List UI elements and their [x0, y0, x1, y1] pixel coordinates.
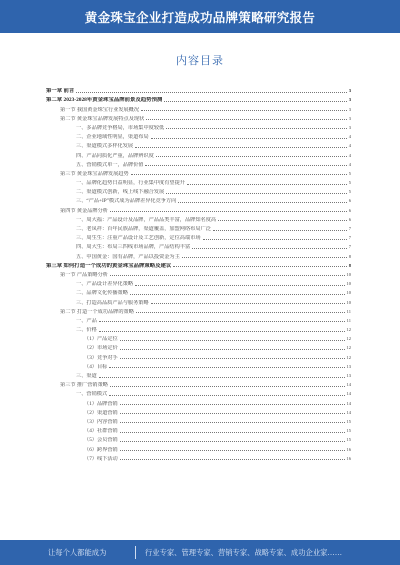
toc-entry-page: 14	[346, 400, 351, 406]
toc-entry-page: 4	[348, 152, 351, 158]
toc-entry-label: 第二章 2023-2028年黄金珠宝品牌前景及趋势预测	[46, 97, 163, 104]
toc-entry-label: （3）内容营销	[84, 418, 118, 425]
toc-entry-page: 11	[346, 317, 351, 323]
toc-entry-label: （2）市场定价	[84, 345, 118, 352]
toc-leader-dots	[76, 92, 346, 93]
toc-entry-page: 11	[346, 308, 351, 314]
toc-entry-label: 第一节 产品策略分析	[60, 271, 108, 278]
toc-entry-label: 第三章 如何打造一个成功的黄金珠宝品牌策略及建议	[46, 262, 172, 269]
toc-entry-page: 14	[346, 382, 351, 388]
toc-entry[interactable]	[46, 370, 351, 379]
toc-leader-dots	[99, 331, 345, 332]
toc-entry-label: 第三节 黄金珠宝品牌发展趋势	[60, 170, 129, 177]
footer-roles-text: 行业专家、管理专家、营销专家、战略专家、成功企业家……	[145, 548, 343, 557]
toc-entry-page: 7	[348, 235, 351, 241]
toc-entry-page: 15	[346, 437, 351, 443]
toc-entry-page: 5	[348, 170, 351, 176]
toc-entry-page: 7	[348, 244, 351, 250]
toc-entry[interactable]	[46, 306, 351, 315]
toc-entry[interactable]	[46, 241, 351, 250]
toc-leader-dots	[120, 349, 345, 350]
toc-leader-dots	[120, 413, 345, 414]
toc-leader-dots	[110, 211, 347, 212]
toc-entry-page: 3	[348, 88, 351, 94]
toc-entry-page: 10	[346, 299, 351, 305]
toc-entry-label: 三、渠道	[76, 373, 97, 379]
toc-entry-label: （1）产品定位	[84, 336, 118, 343]
toc-entry-page: 14	[346, 391, 351, 397]
toc-entry-page: 8	[348, 253, 351, 259]
toc-entry-label: 四、周大生：布局三四线市场品牌，产品结构丰富	[76, 244, 191, 251]
toc-leader-dots	[213, 230, 347, 231]
toc-entry[interactable]	[46, 269, 351, 278]
toc-entry[interactable]	[46, 149, 351, 158]
toc-leader-dots	[192, 248, 347, 249]
toc-leader-dots	[120, 358, 345, 359]
toc-entry[interactable]	[46, 250, 351, 259]
toc-leader-dots	[110, 275, 345, 276]
toc-entry[interactable]	[46, 94, 351, 103]
toc-entry-page: 3	[348, 115, 351, 121]
toc-entry[interactable]	[46, 287, 351, 296]
toc-entry-page: 3	[348, 124, 351, 130]
toc-entry[interactable]	[46, 315, 351, 324]
toc-leader-dots	[173, 266, 346, 267]
toc-entry[interactable]	[46, 177, 351, 186]
toc-entry-page: 15	[346, 418, 351, 424]
toc-leader-dots	[120, 404, 345, 405]
toc-entry[interactable]	[46, 232, 351, 241]
toc-leader-dots	[120, 432, 345, 433]
toc-entry[interactable]	[46, 361, 351, 370]
toc-entry[interactable]	[46, 379, 351, 388]
toc-entry[interactable]	[46, 333, 351, 342]
toc-entry[interactable]	[46, 434, 351, 443]
toc-entry-label: （4）目标	[84, 363, 108, 370]
toc-entry[interactable]	[46, 186, 351, 195]
toc-leader-dots	[120, 441, 345, 442]
report-header-banner	[0, 0, 400, 33]
toc-entry-label: 第二节 打造一个成功品牌的策略	[60, 308, 134, 315]
toc-leader-dots	[135, 285, 344, 286]
toc-entry-label: 一、产品设计差异化策略	[76, 281, 134, 288]
toc-entry-label: 三、打造高品质产品与服务策略	[76, 299, 149, 306]
toc-entry-page: 13	[346, 373, 351, 378]
toc-leader-dots	[145, 165, 346, 166]
toc-entry[interactable]	[46, 204, 351, 213]
toc-entry-page: 8	[348, 262, 351, 268]
toc-entry-label: （6）跨界营销	[84, 446, 118, 453]
toc-entry[interactable]	[46, 425, 351, 434]
report-title: 黄金珠宝企业打造成功品牌策略研究报告	[84, 9, 316, 25]
toc-leader-dots	[120, 422, 345, 423]
toc-entry-page: 14	[346, 409, 351, 415]
toc-entry[interactable]	[46, 388, 351, 397]
toc-leader-dots	[120, 450, 345, 451]
toc-leader-dots	[151, 138, 347, 139]
toc-entry[interactable]	[46, 122, 351, 131]
toc-entry[interactable]	[46, 168, 351, 177]
toc-entry[interactable]	[46, 351, 351, 360]
toc-leader-dots	[120, 459, 345, 460]
toc-entry-label: 二、老凤祥：百年民族品牌，渠道覆盖，加盟网络布局广泛	[76, 226, 211, 232]
toc-entry-label: 二、企业地域性明显，渠道布局	[76, 134, 149, 141]
toc-entry[interactable]	[46, 397, 351, 406]
toc-leader-dots	[164, 101, 346, 102]
toc-entry-page: 10	[346, 281, 351, 287]
toc-leader-dots	[109, 395, 344, 396]
toc-entry-label: 二、价格	[76, 327, 97, 334]
toc-leader-dots	[99, 377, 345, 378]
toc-leader-dots	[141, 110, 347, 111]
toc-entry[interactable]	[46, 324, 351, 333]
footer-divider	[135, 546, 136, 559]
toc-entry-page: 16	[346, 455, 351, 461]
toc-entry-label: （1）品牌营销	[84, 400, 118, 407]
toc-entry[interactable]	[46, 278, 351, 287]
toc-entry[interactable]	[46, 296, 351, 305]
toc-entry[interactable]	[46, 214, 351, 223]
toc-entry-page: 12	[346, 354, 351, 360]
toc-entry-label: （4）社群营销	[84, 428, 118, 435]
toc-entry-page: 3	[348, 97, 351, 103]
toc-entry-label: 三、“产品+IP”模式成为品牌差异化竞争方向	[76, 198, 177, 205]
toc-leader-dots	[218, 220, 347, 221]
toc-entry-page: 12	[346, 336, 351, 342]
toc-entry-label: 第二节 黄金珠宝品牌发展特点及现状	[60, 115, 145, 122]
toc-entry-page: 7	[348, 226, 351, 231]
toc-entry-page: 10	[346, 290, 351, 296]
toc-entry[interactable]	[46, 407, 351, 416]
toc-entry-page: 12	[346, 327, 351, 333]
toc-entry-label: （3）竞争对手	[84, 354, 118, 361]
toc-leader-dots	[136, 312, 345, 313]
toc-entry-label: （2）渠道营销	[84, 409, 118, 416]
toc-entry[interactable]	[46, 223, 351, 232]
toc-entry[interactable]	[46, 113, 351, 122]
toc-entry-label: 一、品牌化趋势日益明显，行业集中度有望提升	[76, 180, 185, 187]
toc-entry-page: 6	[348, 216, 351, 222]
toc-entry-page: 6	[348, 207, 351, 213]
toc-entry-label: （7）线下活动	[84, 455, 118, 462]
toc-entry-label: 第一节 我国黄金珠宝行业发展概况	[60, 106, 140, 113]
toc-leader-dots	[187, 184, 347, 185]
toc-entry-page: 15	[346, 428, 351, 434]
toc-leader-dots	[99, 321, 345, 322]
toc-entry-label: 三、渠道模式多样化发展	[76, 143, 134, 150]
toc-entry-label: （5）会员营销	[84, 437, 118, 444]
toc-entry[interactable]	[46, 103, 351, 112]
toc-entry[interactable]	[46, 85, 351, 94]
toc-leader-dots	[131, 174, 347, 175]
toc-entry-page: 12	[346, 345, 351, 351]
toc-entry-page: 5	[348, 180, 351, 186]
toc-entry-label: 一、营销模式	[76, 391, 108, 398]
toc-entry-label: 四、产品同质化严重，品牌辨识度	[76, 152, 154, 159]
toc-entry-label: 第三节 推广营销策略	[60, 382, 108, 389]
toc-leader-dots	[151, 303, 345, 304]
footer-lead-text: 让每个人都能成为	[48, 548, 107, 557]
toc-entry[interactable]	[46, 131, 351, 140]
toc-entry[interactable]	[46, 260, 351, 269]
toc-entry-label: 三、周生生：注重产品设计及工艺创新，定位高端市场	[76, 235, 201, 242]
toc-title: 内容目录	[176, 54, 224, 67]
toc-leader-dots	[156, 156, 347, 157]
toc-entry[interactable]	[46, 342, 351, 351]
toc-entry[interactable]	[46, 195, 351, 204]
toc-entry[interactable]	[46, 159, 351, 168]
toc-leader-dots	[203, 239, 347, 240]
toc-entry-label: 第四节 黄金品牌分析	[60, 207, 108, 214]
toc-entry-label: 一、多品牌竞争格局，市场集中度较低	[76, 124, 165, 131]
toc-leader-dots	[146, 119, 346, 120]
toc-entry-page: 4	[348, 143, 351, 149]
toc-entry[interactable]	[46, 140, 351, 149]
toc-leader-dots	[178, 202, 346, 203]
toc-entry-label: 五、中国黄金：国有品牌，产品以投资金为主	[76, 253, 180, 260]
toc-entry-page: 16	[346, 446, 351, 452]
toc-entry-page: 4	[348, 134, 351, 140]
toc-entry-page: 6	[348, 198, 351, 204]
toc-entry-page: 13	[346, 363, 351, 369]
toc-entry-page: 4	[348, 161, 351, 167]
toc-leader-dots	[130, 294, 345, 295]
toc-leader-dots	[182, 257, 347, 258]
toc-entry-label: 一、周大福：产品设计及品牌，产品品类丰富，品牌知名度高	[76, 216, 217, 223]
toc-entry-label: 二、渠道模式创新，线上线下融合发展	[76, 189, 165, 196]
toc-entry-label: 二、品牌文化传播策略	[76, 290, 128, 297]
toc-entry[interactable]	[46, 416, 351, 425]
toc-entry[interactable]	[46, 453, 351, 462]
toc-leader-dots	[120, 340, 345, 341]
footer-banner	[0, 540, 400, 565]
toc-entry-label: 五、营销模式单一，品牌价值	[76, 161, 144, 168]
toc-entry[interactable]	[46, 443, 351, 452]
toc-leader-dots	[109, 367, 344, 368]
toc-leader-dots	[166, 193, 347, 194]
toc-entry-label: 第一章 前言	[46, 88, 75, 95]
toc-entry-page: 5	[348, 189, 351, 195]
toc-entry-label: 一、产品	[76, 317, 97, 324]
toc-leader-dots	[110, 386, 345, 387]
toc-leader-dots	[135, 147, 347, 148]
toc-entry-page: 10	[346, 271, 351, 277]
toc-entry-page: 3	[348, 106, 351, 112]
table-of-contents	[46, 85, 351, 462]
toc-leader-dots	[166, 128, 347, 129]
